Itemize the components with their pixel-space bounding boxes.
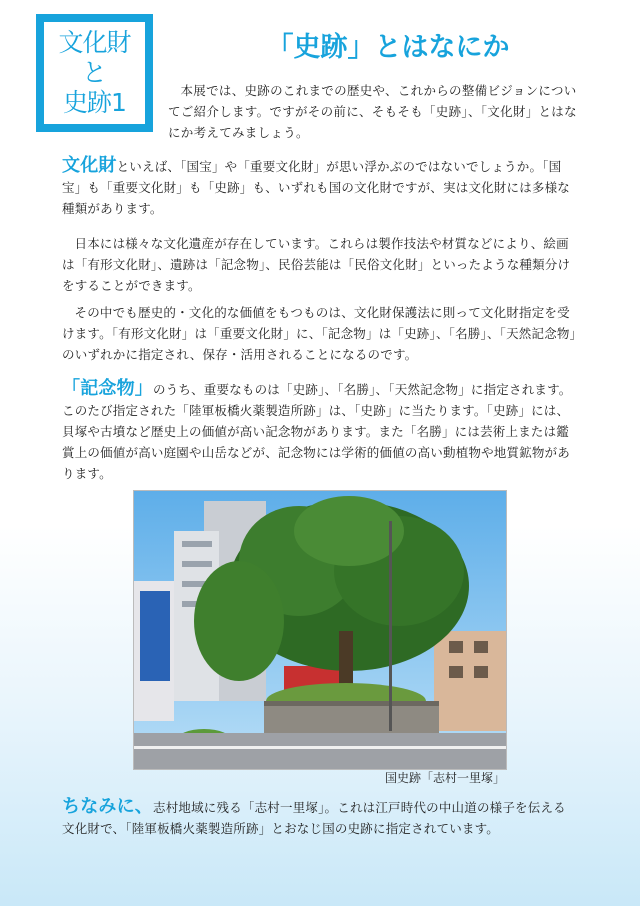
logo-line-2: と xyxy=(81,58,107,87)
photo-caption: 国史跡「志村一里塚」 xyxy=(384,771,505,785)
section-lead: ちなみに、 xyxy=(62,796,153,817)
section-cultural-heritage-types: 日本には様々な文化遺産が存在しています。これらは製作技法や材質などにより、絵画は「有形文化財」、遺跡は「記念物」、民俗芸能は「民俗文化財」といったような種類分けをすることができます。 xyxy=(62,236,571,293)
section-monuments xyxy=(62,378,578,484)
section-text: 志村地域に残る「志村一里塚」。これは江戸時代の中山道の様子を伝える文化財で、「陸軍板橋火薬製造所跡」とおなじ国の史跡に指定されています。 xyxy=(62,800,566,836)
intro-paragraph: 本展では、史跡のこれまでの歴史や、これからの整備ビジョンについてご紹介します。ですがその前に、そもそも「史跡」、「文化財」とはなにか考えてみましょう。 xyxy=(168,83,577,140)
logo-line-1: 文化財 xyxy=(58,28,131,57)
section-text: のうち、重要なものは「史跡」、「名勝」、「天然記念物」に指定されます。このたび指定された「陸軍板橋火薬製造所跡」は、「史跡」に当たります。「史跡」には、貝塚や古墳など歴史上の価値が高い記念物があります。また「名勝」には芸術上または鑑賞上の価値が高い庭園や山岳などが、記念物には学術的価値の高い動植物や地質鉱物があります。 xyxy=(62,382,572,481)
section-lead: 文化財 xyxy=(62,155,117,176)
section-designation: その中でも歴史的・文化的な価値をもつものは、文化財保護法に則って文化財指定を受けます。「有形文化財」は「重要文化財」に、「記念物」は「史跡」、「名勝」、「天然記念物」のいずれかに指定され、保存・活用されることになるのです。 xyxy=(62,305,577,362)
section-shimura-ichirizuka xyxy=(62,796,578,839)
logo-line-3: 史跡1 xyxy=(63,88,126,117)
section-cultural-properties xyxy=(62,155,578,219)
exhibit-logo xyxy=(36,14,153,132)
photo-shimura-ichirizuka xyxy=(133,490,507,770)
section-text: といえば、「国宝」や「重要文化財」が思い浮かぶのではないでしょうか。「国宝」も「重要文化財」も「史跡」も、いずれも国の文化財ですが、実は文化財には多様な種類があります。 xyxy=(62,159,571,216)
photo-illustration xyxy=(134,491,506,769)
page-title: 「史跡」とはなにか xyxy=(266,32,510,63)
section-lead: 「記念物」 xyxy=(62,378,153,399)
